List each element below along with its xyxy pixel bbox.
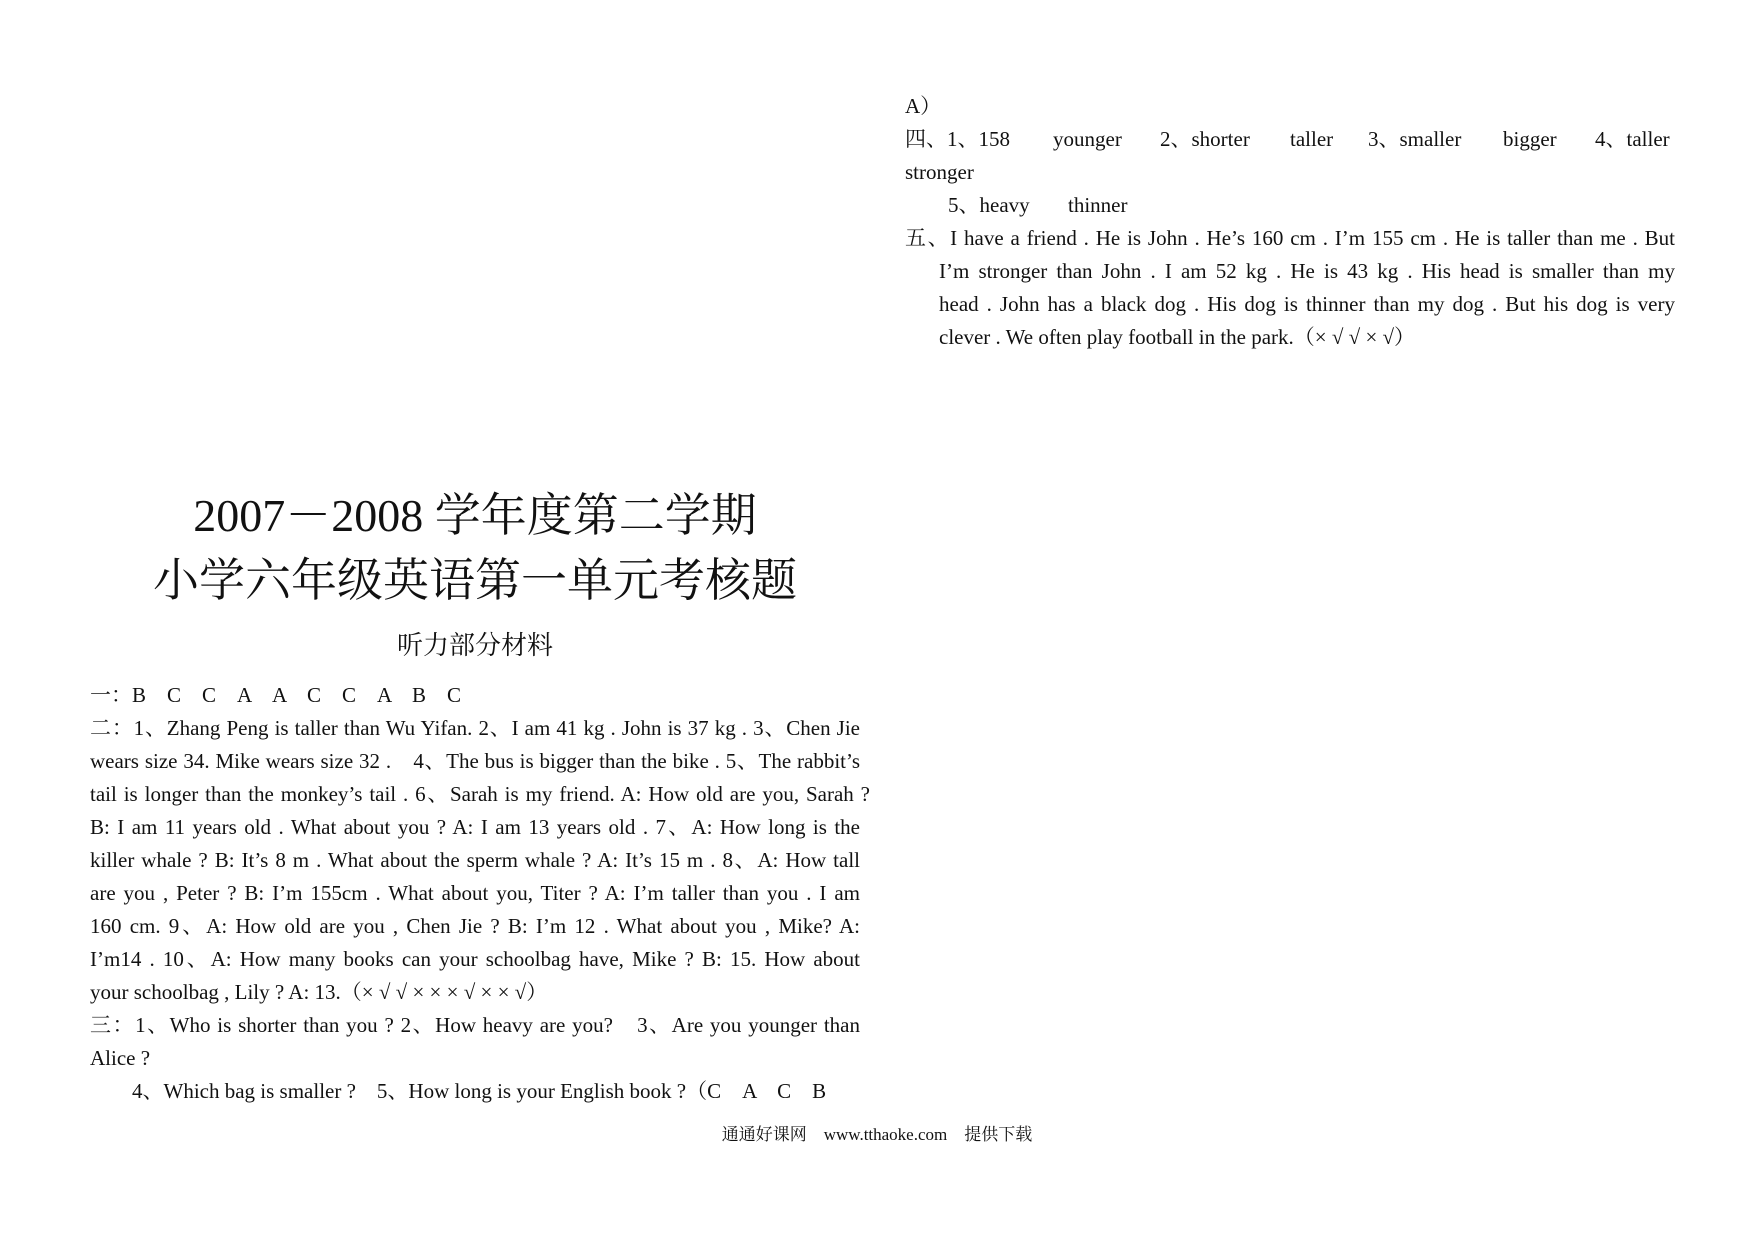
section-2-line-1: 二：1、Zhang Peng is taller than Wu Yifan. 2、I am 41 kg . John is 37 kg . 3、Chen Jie [90,716,860,740]
page-title-line-1: 2007－2008 学年度第二学期 [193,490,757,541]
answer-line-a: A） [905,94,942,118]
section-2-line-8: I’m14 . 10、A: How many books can your schoolbag have, Mike ? B: 15. How about [90,947,860,971]
section-5-line-3: head . John has a black dog . His dog is thinner than my dog . But his dog is very [939,292,1675,316]
section-4-word-taller: taller [1290,127,1334,151]
section-2-line-6: are you , Peter ? B: I’m 155cm . What about you, Titer ? A: I’m taller than you . I am [90,881,860,905]
section-4-item-4: 4、taller [1595,127,1670,151]
section-4-item-1: 四、1、158 [905,127,1010,151]
section-4-item-3: 3、smaller [1368,127,1462,151]
section-2-line-7: 160 cm. 9、A: How old are you , Chen Jie ? B: I’m 12 . What about you , Mike? A: [90,914,860,938]
section-4-item-5: 5、heavy [948,193,1030,217]
section-1-answers: 一：B C C A A C C A B C [90,683,462,707]
section-4-line-2: stronger [905,160,974,184]
section-3-line-3: 4、Which bag is smaller ? 5、How long is your English book ?（C A C B [132,1079,827,1103]
section-3-line-1: 三：1、Who is shorter than you ? 2、How heavy are you? 3、Are you younger than [90,1013,860,1037]
section-2-line-5: killer whale ? B: It’s 8 m . What about the sperm whale ? A: It’s 15 m . 8、A: How tall [90,848,860,872]
section-4-word-bigger: bigger [1503,127,1557,151]
section-2-line-2: wears size 34. Mike wears size 32 . 4、The bus is bigger than the bike . 5、The rabbit’s [90,749,860,773]
page-subtitle: 听力部分材料 [396,631,553,660]
section-3-line-2: Alice ? [90,1046,151,1070]
section-2-line-3: tail is longer than the monkey’s tail . 6、Sarah is my friend. A: How old are you, Sarah ? [90,782,870,806]
section-2-line-4: B: I am 11 years old . What about you ? A: I am 13 years old . 7、A: How long is the [90,815,860,839]
page-title-line-2: 小学六年级英语第一单元考核题 [153,555,797,606]
section-5-line-1: 五、I have a friend . He is John . He’s 160 cm . I’m 155 cm . He is taller than me . But [905,226,1675,250]
section-2-line-9: your schoolbag , Lily ? A: 13.（× √ √ × × × √ × × √） [90,980,548,1004]
section-5-line-2: I’m stronger than John . I am 52 kg . He is 43 kg . His head is smaller than my [939,259,1675,283]
section-4-item-2: 2、shorter [1160,127,1250,151]
footer-source: 通通好课网 www.tthaoke.com 提供下载 [721,1125,1033,1144]
section-4-word-younger: younger [1053,127,1122,151]
section-4-word-thinner: thinner [1068,193,1128,217]
section-5-line-4: clever . We often play football in the park.（× √ √ × √） [939,325,1416,349]
